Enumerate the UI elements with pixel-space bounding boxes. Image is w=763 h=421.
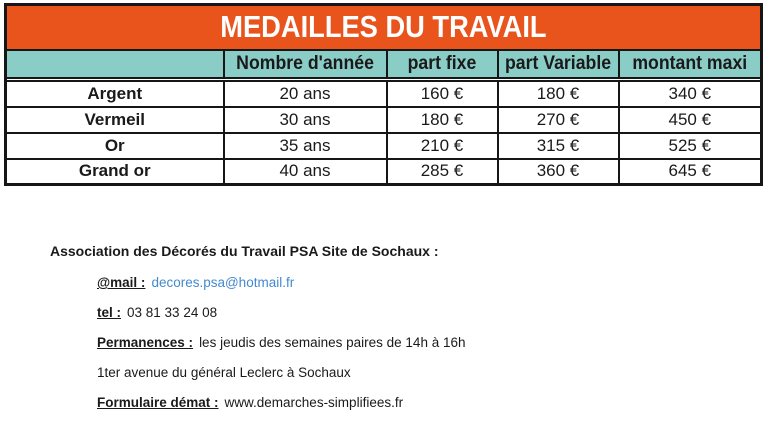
contact-line-email: [97, 276, 465, 290]
cell-years: 35 ans: [224, 133, 387, 159]
cell-years: 40 ans: [224, 159, 387, 185]
col-header-part-fixe: part fixe: [387, 50, 498, 78]
table-title-text: MEDAILLES DU TRAVAIL: [220, 9, 547, 45]
cell-part-variable: 315 €: [498, 133, 619, 159]
col-header-years: Nombre d'année: [224, 50, 387, 78]
cell-part-fixe: 180 €: [387, 107, 498, 133]
cell-montant-maxi: 340 €: [619, 81, 762, 107]
table-row-vermeil: [6, 107, 762, 133]
email-link[interactable]: decores.psa@hotmail.fr: [151, 275, 295, 290]
table-row-grand-or: [6, 159, 762, 185]
contact-block: [50, 243, 465, 421]
col-header-montant-maxi: montant maxi: [619, 50, 762, 78]
cell-medal: Vermeil: [6, 107, 224, 133]
cell-part-fixe: 160 €: [387, 81, 498, 107]
col-header-medal: [6, 50, 224, 78]
contact-line-permanences: [97, 336, 465, 350]
cell-medal: Grand or: [6, 159, 224, 185]
cell-montant-maxi: 645 €: [619, 159, 762, 185]
contact-line-tel: [97, 306, 465, 320]
tel-value: 03 81 33 24 08: [127, 305, 218, 320]
cell-montant-maxi: 525 €: [619, 133, 762, 159]
tel-label: tel :: [97, 305, 122, 320]
contact-line-formulaire: [97, 396, 465, 410]
table-title: [6, 5, 762, 50]
email-label: @mail :: [97, 275, 146, 290]
col-header-part-variable: part Variable: [498, 50, 619, 78]
contact-line-address: [97, 366, 465, 380]
formulaire-value: www.demarches-simplifiees.fr: [224, 395, 404, 410]
cell-years: 20 ans: [224, 81, 387, 107]
cell-part-variable: 180 €: [498, 81, 619, 107]
permanences-value: les jeudis des semaines paires de 14h à 16h: [199, 335, 466, 350]
cell-part-fixe: 210 €: [387, 133, 498, 159]
table-row-argent: [6, 81, 762, 107]
cell-part-variable: 360 €: [498, 159, 619, 185]
medailles-table: [4, 3, 763, 186]
permanences-label: Permanences :: [97, 335, 194, 350]
association-heading: Association des Décorés du Travail PSA Site de Sochaux :: [50, 243, 439, 259]
formulaire-label: Formulaire démat :: [97, 395, 219, 410]
cell-part-variable: 270 €: [498, 107, 619, 133]
table-row-or: [6, 133, 762, 159]
table-title-row: [6, 5, 762, 50]
cell-part-fixe: 285 €: [387, 159, 498, 185]
contact-items: [97, 276, 465, 410]
cell-years: 30 ans: [224, 107, 387, 133]
cell-medal: Argent: [6, 81, 224, 107]
address-value: 1ter avenue du général Leclerc à Sochaux: [97, 365, 351, 380]
table-header-row: [6, 50, 762, 78]
cell-montant-maxi: 450 €: [619, 107, 762, 133]
cell-medal: Or: [6, 133, 224, 159]
